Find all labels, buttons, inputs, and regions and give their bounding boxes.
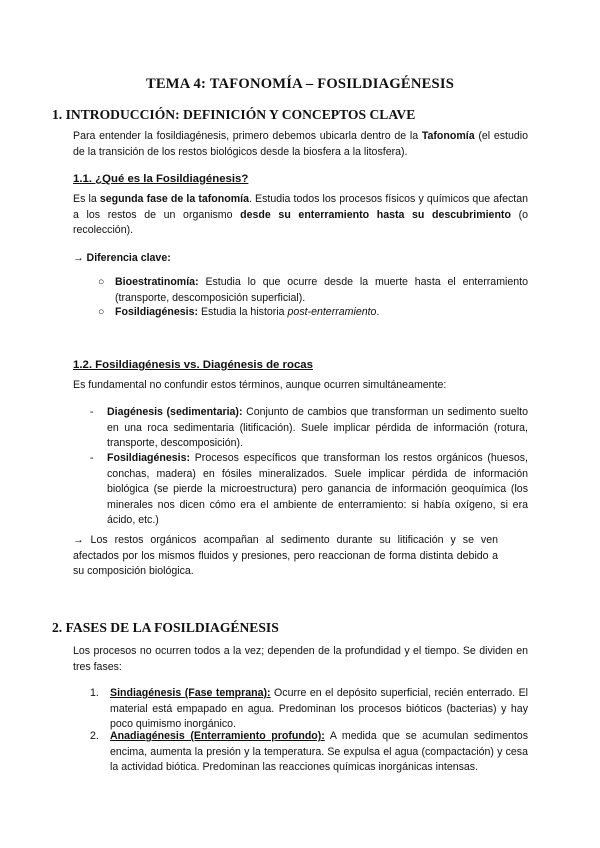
list-item-end: . xyxy=(376,306,380,318)
phases-intro: Los procesos no ocurren todos a la vez; dependen de la profundidad y el tiempo. Se dividen en tres fases: xyxy=(73,645,528,673)
key-difference-text: → Diferencia clave: xyxy=(73,252,171,264)
note-paragraph: → Los restos orgánicos acompañan al sedimento durante su litificación y se ven afectados por los mismos fluidos y presiones, pero reaccionan de forma distinta debido a su composición biológica. xyxy=(73,534,498,578)
list-item xyxy=(98,275,528,306)
list-number: 2. xyxy=(90,730,99,742)
list-item xyxy=(90,686,528,733)
list-item-text: Conjunto de cambios que transforman un sedimento suelto en una roca sedimentaria (litificación). Suele implicar pérdida de información (rotura, transporte, descomposición). xyxy=(107,406,529,450)
list-item-term: Fosildiagénesis: xyxy=(107,452,191,464)
list-item xyxy=(98,305,528,321)
list-item xyxy=(90,451,528,529)
circle-bullet-icon: ○ xyxy=(98,276,105,288)
list-item-text: Procesos específicos que transforman los restos orgánicos (huesos, conchas, madera) en fósiles mineralizados. Suele implicar pérdida de información biológica (se pierde la microestructura) pero ganancia de información geoquímica (los minerales nos dicen cómo era el ambiente de enterramiento: si había oxígeno, si era ácido, etc.) xyxy=(107,452,528,527)
list-item-italic: post-enterramiento xyxy=(287,306,377,318)
list-item-text: A medida que se acumulan sedimentos encima, aumenta la presión y la temperatura. Se expulsa el agua (compactación) y cesa la actividad biótica. Predominan las reacciones químicas inorgánicas intensas. xyxy=(110,730,528,774)
def-text-c: . Estudia todos los procesos físicos y químicos que afectan a los restos de un organismo xyxy=(73,193,528,221)
list-item-text: Ocurre en el depósito superficial, recién enterrado. El material está empapado en agua. Predominan los procesos bióticos (bacterias) y hay poco quimismo inorgánico. xyxy=(110,687,528,731)
definition-paragraph xyxy=(73,192,528,239)
def-bold-b: segunda fase de la tafonomía xyxy=(99,193,249,205)
list-item xyxy=(90,405,528,452)
dash-bullet-icon: - xyxy=(90,452,94,464)
def-text-e: (o recolección). xyxy=(73,208,528,237)
list-item-term: Fosildiagénesis: xyxy=(115,306,199,318)
section-2-heading: 2. FASES DE LA FOSILDIAGÉNESIS xyxy=(52,620,279,635)
list-item-text: Estudia lo que ocurre desde la muerte hasta el enterramiento (transporte, descomposición superficial). xyxy=(115,276,528,304)
list-number: 1. xyxy=(90,687,99,699)
document-title: TEMA 4: TAFONOMÍA – FOSILDIAGÉNESIS xyxy=(145,76,455,92)
list-item xyxy=(90,729,528,776)
list-item-term: Diagénesis (sedimentaria): xyxy=(107,406,243,418)
def-bold-d: desde su enterramiento hasta su descubrimiento xyxy=(240,208,511,221)
list-item-term: Sindiagénesis (Fase temprana): xyxy=(110,687,271,699)
intro-paragraph xyxy=(73,129,528,160)
intro-text-c: (el estudio de la transición de los restos biológicos desde la biosfera a la litosfera). xyxy=(73,130,529,158)
list-item-term: Bioestratinomía: xyxy=(115,276,199,288)
subsection-1-2-heading: 1.2. Fosildiagénesis vs. Diagénesis de rocas xyxy=(73,359,313,371)
intro-term-tafonomia: Tafonomía xyxy=(421,130,475,142)
comparison-intro: Es fundamental no confundir estos términos, aunque ocurren simultáneamente: xyxy=(73,379,447,391)
circle-bullet-icon: ○ xyxy=(98,306,105,318)
list-item-term: Anadiagénesis (Enterramiento profundo): xyxy=(110,730,325,742)
list-item-text: Estudia la historia xyxy=(198,306,288,318)
key-difference-label xyxy=(73,251,171,267)
subsection-1-1-heading: 1.1. ¿Qué es la Fosildiagénesis? xyxy=(73,173,249,185)
def-text-a: Es la xyxy=(73,193,100,205)
intro-text-a: Para entender la fosildiagénesis, primero debemos ubicarla dentro de la xyxy=(73,130,422,142)
dash-bullet-icon: - xyxy=(90,406,94,418)
section-1-heading: 1. INTRODUCCIÓN: DEFINICIÓN Y CONCEPTOS CLAVE xyxy=(52,107,416,122)
